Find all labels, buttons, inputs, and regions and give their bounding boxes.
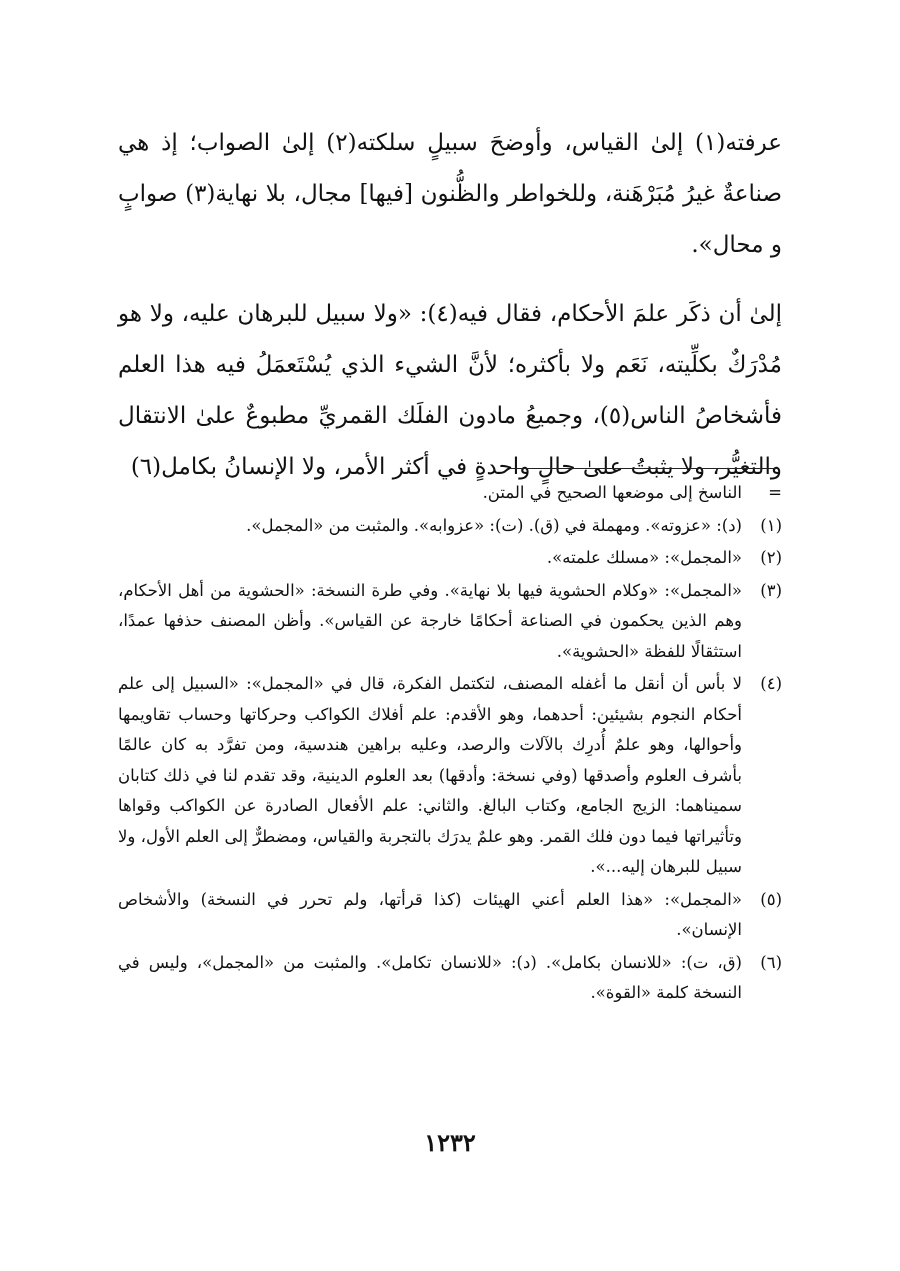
footnote-text: لا بأس أن أنقل ما أغفله المصنف، لتكتمل الفكرة، قال في «المجمل»: «السبيل إلى علم أحكام النجوم بشيئين: أحدهما، وهو الأقدم: علم أفلاك الكواكب وحركاتها وحساب تقاويمها وأحوالها، وهو علمٌ أُدرِك بالآلات والرصد، وعليه براهين هندسية، ومن تفرَّد به كان عالمًا بأشرف العلوم وأصدقها (وفي نسخة: وأدقها) بعد العلوم الدينية، وقد تقدم لنا في ذلك كتابان سميناهما: الزيج الجامع، وكتاب البالغ. والثاني: علم الأفعال الصادرة عن الكواكب وقواها وتأثيراتها فيما دون فلك القمر. وهو علمٌ يدرَك بالتجربة والقياس، ومضطرٌّ إلى العلم الأول، ولا سبيل للبرهان إليه...».	[118, 674, 742, 876]
main-text-block	[118, 118, 782, 493]
footnote-number: (٦)	[760, 952, 782, 972]
footnote-number: (٤)	[760, 674, 782, 693]
page-number: ١٢٣٢	[424, 1128, 476, 1157]
main-paragraph: إلىٰ أن ذكَر علمَ الأحكام، فقال فيه(٤): «ولا سبيل للبرهان عليه، ولا هو مُدْرَكٌ بكلِّيته، نَعَم ولا بأكثره؛ لأنَّ الشيء الذي يُسْتَعمَلُ فيه هذا العلم فأشخاصُ الناس(٥)، وجميعُ مادون الفلَك القمريِّ مطبوعٌ علىٰ الانتقال والتغيُّر، ولا يثبتُ علىٰ حالٍ واحدةٍ في أكثر الأمر، ولا الإنسانُ بكامل(٦)	[118, 301, 782, 480]
footnote-item	[118, 576, 782, 668]
footnote-separator-rule	[510, 468, 778, 469]
footnote-text: «المجمل»: «مسلك علمته».	[546, 548, 742, 567]
footnote-item	[118, 478, 782, 509]
footnote-text: «المجمل»: «هذا العلم أعني الهيئات (كذا قرأتها، ولم تحرر في النسخة) والأشخاص الإنسان».	[118, 889, 742, 939]
footnote-text: (ق، ت): «للانسان بكامل». (د): «للانسان تكامل». والمثبت من «المجمل»، وليس في النسخة كلمة «القوة».	[118, 952, 742, 1002]
footnote-item	[118, 885, 782, 946]
footnote-item	[118, 669, 782, 883]
footnote-number: (٥)	[760, 889, 782, 909]
footnote-number: =	[768, 483, 782, 502]
footnote-text: الناسخ إلى موضعها الصحيح في المتن.	[482, 483, 742, 502]
footnotes-block	[118, 478, 782, 1011]
footnote-number: (٣)	[760, 580, 782, 600]
main-paragraph: عرفته(١) إلىٰ القياس، وأوضحَ سبيلٍ سلكته(٢) إلىٰ الصواب؛ إذ هي صناعةٌ غيرُ مُبَرْهَنة، وللخواطر والظُّنون [فيها] مجال، بلا نهاية(٣) صوابٍ و محال».	[118, 130, 782, 258]
footnote-item	[118, 543, 782, 574]
footnote-item	[118, 511, 782, 542]
footnote-item	[118, 948, 782, 1009]
footnote-text: «المجمل»: «وكلام الحشوية فيها بلا نهاية». وفي طرة النسخة: «الحشوية من أهل الأحكام، وهم الذين يحكمون في الصناعة أحكامًا خارجة عن القياس». وأظن المصنف حذفها عمدًا، استثقالًا للفظة «الحشوية».	[118, 580, 742, 661]
footnote-text: (د): «عزوته». ومهملة في (ق). (ت): «عزوابه». والمثبت من «المجمل».	[246, 515, 742, 535]
footnote-number: (١)	[760, 515, 782, 535]
footnote-number: (٢)	[760, 548, 782, 567]
